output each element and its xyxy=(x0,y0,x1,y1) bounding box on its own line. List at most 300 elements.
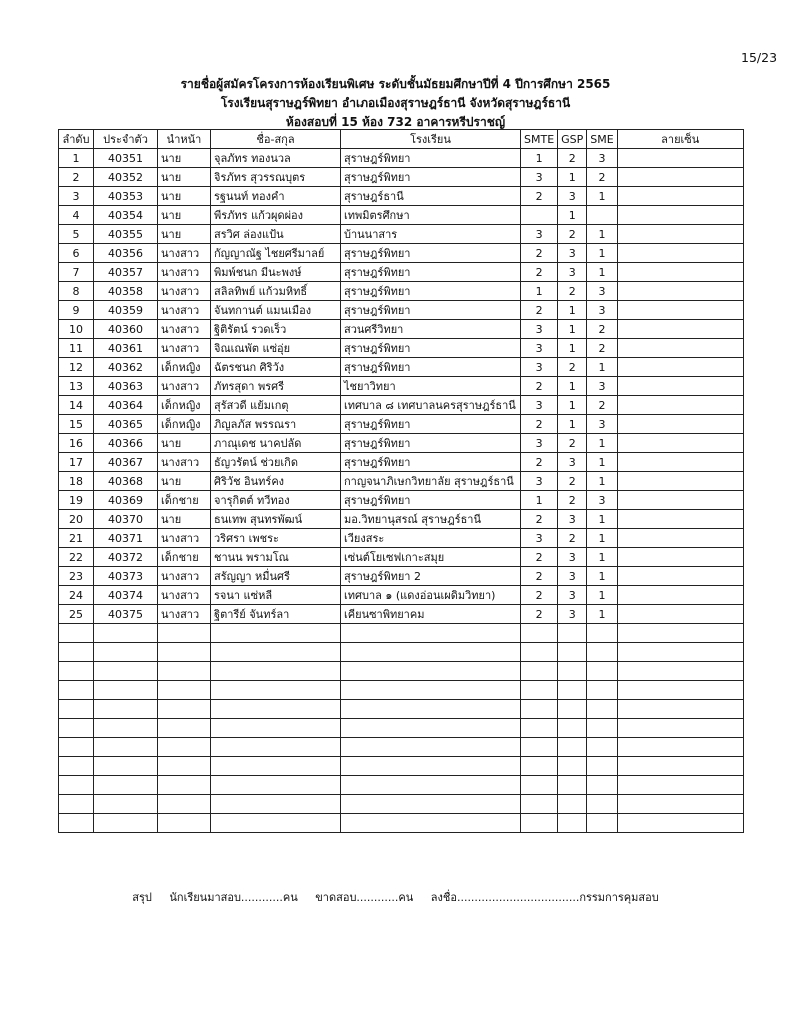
blank-name-cell xyxy=(211,700,341,719)
summary-label: สรุป xyxy=(132,891,152,904)
sme-cell: 2 xyxy=(587,339,617,358)
table-row xyxy=(59,339,744,358)
name-cell: กัญญาณัฐ ไชยศรีมาลย์ xyxy=(211,244,341,263)
order-cell: 8 xyxy=(59,282,94,301)
blank-smte-cell xyxy=(521,624,558,643)
gsp-cell: 1 xyxy=(558,206,587,225)
name-cell: สรวิศ ล่องแป้น xyxy=(211,225,341,244)
student-id-cell: 40366 xyxy=(94,434,158,453)
order-cell: 3 xyxy=(59,187,94,206)
blank-signature-cell xyxy=(617,814,743,833)
smte-cell: 2 xyxy=(521,453,558,472)
signature-cell[interactable] xyxy=(617,149,743,168)
school-cell: สุราษฎร์พิทยา xyxy=(341,168,521,187)
header-col-smte: SMTE xyxy=(521,130,558,149)
sme-cell: 1 xyxy=(587,586,617,605)
blank-prefix-cell xyxy=(158,757,211,776)
signature-cell[interactable] xyxy=(617,510,743,529)
sme-cell: 2 xyxy=(587,168,617,187)
smte-cell: 3 xyxy=(521,339,558,358)
blank-sme-cell xyxy=(587,681,617,700)
name-cell: สุรัสวดี แย้มเกตุ xyxy=(211,396,341,415)
blank-name-cell xyxy=(211,624,341,643)
prefix-cell: นาย xyxy=(158,434,211,453)
blank-table-row xyxy=(59,681,744,700)
student-id-cell: 40370 xyxy=(94,510,158,529)
student-id-cell: 40353 xyxy=(94,187,158,206)
signature-cell[interactable] xyxy=(617,529,743,548)
smte-cell: 2 xyxy=(521,567,558,586)
student-id-cell: 40355 xyxy=(94,225,158,244)
signature-cell[interactable] xyxy=(617,301,743,320)
student-id-cell: 40362 xyxy=(94,358,158,377)
smte-cell: 1 xyxy=(521,282,558,301)
order-cell: 2 xyxy=(59,168,94,187)
prefix-cell: นางสาว xyxy=(158,320,211,339)
prefix-cell: นางสาว xyxy=(158,263,211,282)
blank-prefix-cell xyxy=(158,662,211,681)
page-number: 15/23 xyxy=(741,50,778,65)
sme-cell: 3 xyxy=(587,415,617,434)
blank-name-cell xyxy=(211,814,341,833)
school-cell: สุราษฎร์พิทยา xyxy=(341,339,521,358)
order-cell: 9 xyxy=(59,301,94,320)
student-id-cell: 40358 xyxy=(94,282,158,301)
sme-cell xyxy=(587,206,617,225)
order-cell: 12 xyxy=(59,358,94,377)
blank-student-id-cell xyxy=(94,662,158,681)
blank-student-id-cell xyxy=(94,757,158,776)
table-row xyxy=(59,358,744,377)
blank-smte-cell xyxy=(521,719,558,738)
applicant-table xyxy=(58,129,744,833)
signature-cell[interactable] xyxy=(617,206,743,225)
blank-sme-cell xyxy=(587,757,617,776)
gsp-cell: 1 xyxy=(558,396,587,415)
signature-cell[interactable] xyxy=(617,320,743,339)
gsp-cell: 3 xyxy=(558,453,587,472)
student-id-cell: 40365 xyxy=(94,415,158,434)
blank-gsp-cell xyxy=(558,643,587,662)
school-cell: กาญจนาภิเษกวิทยาลัย สุราษฎร์ธานี xyxy=(341,472,521,491)
sme-cell: 3 xyxy=(587,377,617,396)
signature-cell[interactable] xyxy=(617,282,743,301)
present-count-field: นักเรียนมาสอบ............คน xyxy=(169,891,298,904)
school-cell: เทพมิตรศึกษา xyxy=(341,206,521,225)
blank-student-id-cell xyxy=(94,719,158,738)
blank-prefix-cell xyxy=(158,719,211,738)
blank-table-row xyxy=(59,738,744,757)
gsp-cell: 1 xyxy=(558,320,587,339)
smte-cell: 2 xyxy=(521,263,558,282)
order-cell: 15 xyxy=(59,415,94,434)
blank-school-cell xyxy=(341,681,521,700)
absent-count-field: ขาดสอบ............คน xyxy=(315,891,414,904)
order-cell: 24 xyxy=(59,586,94,605)
gsp-cell: 2 xyxy=(558,225,587,244)
signature-cell[interactable] xyxy=(617,415,743,434)
header-col-school: โรงเรียน xyxy=(341,130,521,149)
prefix-cell: นางสาว xyxy=(158,301,211,320)
smte-cell: 3 xyxy=(521,529,558,548)
smte-cell: 1 xyxy=(521,491,558,510)
name-cell: สรัญญา หมื่นศรี xyxy=(211,567,341,586)
header-col-signature: ลายเซ็น xyxy=(617,130,743,149)
table-row xyxy=(59,168,744,187)
blank-smte-cell xyxy=(521,814,558,833)
school-cell: มอ.วิทยานุสรณ์ สุราษฎร์ธานี xyxy=(341,510,521,529)
blank-signature-cell xyxy=(617,662,743,681)
table-row xyxy=(59,472,744,491)
smte-cell: 2 xyxy=(521,548,558,567)
name-cell: รจนา แซ่หลี xyxy=(211,586,341,605)
smte-cell: 3 xyxy=(521,358,558,377)
name-cell: สลิลทิพย์ แก้วมหิทธิ์ xyxy=(211,282,341,301)
blank-student-id-cell xyxy=(94,795,158,814)
blank-gsp-cell xyxy=(558,624,587,643)
smte-cell: 3 xyxy=(521,434,558,453)
blank-name-cell xyxy=(211,738,341,757)
blank-signature-cell xyxy=(617,700,743,719)
blank-prefix-cell xyxy=(158,738,211,757)
blank-smte-cell xyxy=(521,662,558,681)
sme-cell: 1 xyxy=(587,510,617,529)
signature-cell[interactable] xyxy=(617,434,743,453)
signature-cell[interactable] xyxy=(617,168,743,187)
student-id-cell: 40351 xyxy=(94,149,158,168)
prefix-cell: นางสาว xyxy=(158,586,211,605)
blank-school-cell xyxy=(341,757,521,776)
blank-signature-cell xyxy=(617,738,743,757)
blank-student-id-cell xyxy=(94,643,158,662)
sme-cell: 1 xyxy=(587,567,617,586)
smte-cell: 2 xyxy=(521,244,558,263)
gsp-cell: 1 xyxy=(558,168,587,187)
table-row xyxy=(59,605,744,624)
smte-cell: 3 xyxy=(521,225,558,244)
smte-cell: 3 xyxy=(521,168,558,187)
header-col-gsp: GSP xyxy=(558,130,587,149)
blank-gsp-cell xyxy=(558,795,587,814)
sme-cell: 1 xyxy=(587,187,617,206)
blank-smte-cell xyxy=(521,795,558,814)
order-cell: 1 xyxy=(59,149,94,168)
prefix-cell: นางสาว xyxy=(158,282,211,301)
order-cell: 18 xyxy=(59,472,94,491)
gsp-cell: 3 xyxy=(558,605,587,624)
proctor-signature-field: ลงชื่อ...................................กรรมการคุมสอบ xyxy=(430,891,659,904)
school-cell: สวนศรีวิทยา xyxy=(341,320,521,339)
prefix-cell: เด็กหญิง xyxy=(158,358,211,377)
signature-cell[interactable] xyxy=(617,225,743,244)
table-row xyxy=(59,548,744,567)
name-cell: ฉัตรชนก ศิริวัง xyxy=(211,358,341,377)
blank-table-row xyxy=(59,700,744,719)
signature-cell[interactable] xyxy=(617,358,743,377)
blank-order-cell xyxy=(59,624,94,643)
blank-order-cell xyxy=(59,738,94,757)
smte-cell: 1 xyxy=(521,149,558,168)
blank-table-row xyxy=(59,662,744,681)
school-cell: บ้านนาสาร xyxy=(341,225,521,244)
prefix-cell: นางสาว xyxy=(158,244,211,263)
blank-smte-cell xyxy=(521,757,558,776)
blank-school-cell xyxy=(341,795,521,814)
gsp-cell: 3 xyxy=(558,187,587,206)
student-id-cell: 40360 xyxy=(94,320,158,339)
prefix-cell: นาย xyxy=(158,472,211,491)
order-cell: 17 xyxy=(59,453,94,472)
sme-cell: 1 xyxy=(587,358,617,377)
prefix-cell: นางสาว xyxy=(158,377,211,396)
sme-cell: 1 xyxy=(587,225,617,244)
table-row xyxy=(59,377,744,396)
blank-table-row xyxy=(59,643,744,662)
exam-summary xyxy=(0,888,791,906)
blank-school-cell xyxy=(341,700,521,719)
header-col-name: ชื่อ-สกุล xyxy=(211,130,341,149)
blank-order-cell xyxy=(59,795,94,814)
gsp-cell: 3 xyxy=(558,510,587,529)
blank-smte-cell xyxy=(521,738,558,757)
smte-cell: 3 xyxy=(521,396,558,415)
gsp-cell: 2 xyxy=(558,472,587,491)
table-row xyxy=(59,206,744,225)
blank-name-cell xyxy=(211,719,341,738)
school-cell: เซ่นต์โยเซฟเกาะสมุย xyxy=(341,548,521,567)
blank-table-row xyxy=(59,757,744,776)
blank-prefix-cell xyxy=(158,814,211,833)
table-row xyxy=(59,529,744,548)
table-row xyxy=(59,244,744,263)
header-col-sme: SME xyxy=(587,130,617,149)
name-cell: จุลภัทร ทองนวล xyxy=(211,149,341,168)
school-cell: สุราษฎร์พิทยา 2 xyxy=(341,567,521,586)
blank-smte-cell xyxy=(521,776,558,795)
blank-sme-cell xyxy=(587,776,617,795)
sme-cell: 1 xyxy=(587,548,617,567)
signature-cell[interactable] xyxy=(617,339,743,358)
blank-table-row xyxy=(59,795,744,814)
blank-student-id-cell xyxy=(94,624,158,643)
student-id-cell: 40372 xyxy=(94,548,158,567)
table-row xyxy=(59,434,744,453)
gsp-cell: 1 xyxy=(558,339,587,358)
prefix-cell: เด็กชาย xyxy=(158,548,211,567)
signature-cell[interactable] xyxy=(617,263,743,282)
signature-cell[interactable] xyxy=(617,377,743,396)
signature-cell[interactable] xyxy=(617,567,743,586)
blank-prefix-cell xyxy=(158,624,211,643)
smte-cell: 2 xyxy=(521,415,558,434)
name-cell: วริศรา เพชระ xyxy=(211,529,341,548)
prefix-cell: นาย xyxy=(158,149,211,168)
signature-cell[interactable] xyxy=(617,187,743,206)
blank-signature-cell xyxy=(617,776,743,795)
prefix-cell: นาย xyxy=(158,510,211,529)
smte-cell: 2 xyxy=(521,510,558,529)
signature-cell[interactable] xyxy=(617,491,743,510)
blank-school-cell xyxy=(341,662,521,681)
blank-school-cell xyxy=(341,814,521,833)
smte-cell: 3 xyxy=(521,320,558,339)
sme-cell: 2 xyxy=(587,320,617,339)
table-row xyxy=(59,225,744,244)
school-cell: เทศบาล ๘ เทศบาลนครสุราษฎร์ธานี xyxy=(341,396,521,415)
school-cell: เคียนซาพิทยาคม xyxy=(341,605,521,624)
signature-cell[interactable] xyxy=(617,244,743,263)
blank-student-id-cell xyxy=(94,776,158,795)
name-cell: พีรภัทร แก้วผุดผ่อง xyxy=(211,206,341,225)
order-cell: 25 xyxy=(59,605,94,624)
gsp-cell: 3 xyxy=(558,548,587,567)
blank-order-cell xyxy=(59,700,94,719)
blank-student-id-cell xyxy=(94,681,158,700)
name-cell: ฐิตารีย์ จันทร์ลา xyxy=(211,605,341,624)
blank-table-row xyxy=(59,776,744,795)
gsp-cell: 3 xyxy=(558,263,587,282)
blank-name-cell xyxy=(211,757,341,776)
blank-school-cell xyxy=(341,624,521,643)
blank-sme-cell xyxy=(587,643,617,662)
table-row xyxy=(59,187,744,206)
name-cell: ธนเทพ สุนทรพัฒน์ xyxy=(211,510,341,529)
signature-cell[interactable] xyxy=(617,605,743,624)
school-cell: สุราษฎร์พิทยา xyxy=(341,358,521,377)
blank-signature-cell xyxy=(617,624,743,643)
blank-signature-cell xyxy=(617,643,743,662)
prefix-cell: นาย xyxy=(158,206,211,225)
table-row xyxy=(59,567,744,586)
blank-gsp-cell xyxy=(558,681,587,700)
school-cell: สุราษฎร์ธานี xyxy=(341,187,521,206)
name-cell: ศิริวัช อินทร์คง xyxy=(211,472,341,491)
blank-school-cell xyxy=(341,719,521,738)
blank-order-cell xyxy=(59,757,94,776)
blank-prefix-cell xyxy=(158,795,211,814)
blank-gsp-cell xyxy=(558,700,587,719)
signature-cell[interactable] xyxy=(617,472,743,491)
smte-cell: 2 xyxy=(521,187,558,206)
blank-sme-cell xyxy=(587,795,617,814)
blank-student-id-cell xyxy=(94,700,158,719)
student-id-cell: 40354 xyxy=(94,206,158,225)
name-cell: พิมพ์ชนก มีนะพงษ์ xyxy=(211,263,341,282)
prefix-cell: นางสาว xyxy=(158,453,211,472)
blank-table-row xyxy=(59,814,744,833)
order-cell: 16 xyxy=(59,434,94,453)
student-id-cell: 40371 xyxy=(94,529,158,548)
blank-prefix-cell xyxy=(158,681,211,700)
blank-order-cell xyxy=(59,719,94,738)
table-row xyxy=(59,396,744,415)
blank-student-id-cell xyxy=(94,814,158,833)
prefix-cell: นางสาว xyxy=(158,339,211,358)
blank-smte-cell xyxy=(521,700,558,719)
gsp-cell: 2 xyxy=(558,529,587,548)
blank-gsp-cell xyxy=(558,662,587,681)
blank-school-cell xyxy=(341,643,521,662)
student-id-cell: 40374 xyxy=(94,586,158,605)
student-id-cell: 40364 xyxy=(94,396,158,415)
name-cell: จิรภัทร สุวรรณบุตร xyxy=(211,168,341,187)
student-id-cell: 40375 xyxy=(94,605,158,624)
student-id-cell: 40363 xyxy=(94,377,158,396)
blank-sme-cell xyxy=(587,738,617,757)
name-cell: ภัทรสุดา พรศรี xyxy=(211,377,341,396)
header-col-order: ลำดับ xyxy=(59,130,94,149)
blank-sme-cell xyxy=(587,700,617,719)
blank-prefix-cell xyxy=(158,776,211,795)
table-row xyxy=(59,282,744,301)
sme-cell: 1 xyxy=(587,244,617,263)
blank-signature-cell xyxy=(617,719,743,738)
sme-cell: 1 xyxy=(587,434,617,453)
name-cell: ภิญลภัส พรรณรา xyxy=(211,415,341,434)
order-cell: 4 xyxy=(59,206,94,225)
header-col-prefix: นำหน้า xyxy=(158,130,211,149)
blank-name-cell xyxy=(211,643,341,662)
table-row xyxy=(59,586,744,605)
blank-name-cell xyxy=(211,776,341,795)
signature-cell[interactable] xyxy=(617,396,743,415)
blank-prefix-cell xyxy=(158,700,211,719)
order-cell: 7 xyxy=(59,263,94,282)
blank-gsp-cell xyxy=(558,719,587,738)
blank-gsp-cell xyxy=(558,814,587,833)
prefix-cell: เด็กหญิง xyxy=(158,415,211,434)
table-row xyxy=(59,263,744,282)
prefix-cell: นางสาว xyxy=(158,605,211,624)
order-cell: 14 xyxy=(59,396,94,415)
sme-cell: 3 xyxy=(587,301,617,320)
blank-prefix-cell xyxy=(158,643,211,662)
name-cell: ธัญวรัตน์ ช่วยเกิด xyxy=(211,453,341,472)
school-cell: เทศบาล ๑ (แดงอ่อนเผดิมวิทยา) xyxy=(341,586,521,605)
smte-cell: 2 xyxy=(521,605,558,624)
prefix-cell: นางสาว xyxy=(158,529,211,548)
table-body xyxy=(59,149,744,833)
school-cell: สุราษฎร์พิทยา xyxy=(341,263,521,282)
gsp-cell: 1 xyxy=(558,377,587,396)
gsp-cell: 3 xyxy=(558,567,587,586)
blank-order-cell xyxy=(59,814,94,833)
table-row xyxy=(59,149,744,168)
school-subtitle: โรงเรียนสุราษฎร์พิทยา อำเภอเมืองสุราษฎร์ธานี จังหวัดสุราษฎร์ธานี xyxy=(220,96,571,110)
signature-cell[interactable] xyxy=(617,586,743,605)
student-id-cell: 40357 xyxy=(94,263,158,282)
blank-order-cell xyxy=(59,643,94,662)
gsp-cell: 2 xyxy=(558,491,587,510)
order-cell: 5 xyxy=(59,225,94,244)
name-cell: จารุกิตต์ ทวีทอง xyxy=(211,491,341,510)
blank-smte-cell xyxy=(521,681,558,700)
blank-sme-cell xyxy=(587,662,617,681)
signature-cell[interactable] xyxy=(617,548,743,567)
order-cell: 23 xyxy=(59,567,94,586)
blank-table-row xyxy=(59,624,744,643)
exam-room-subtitle: ห้องสอบที่ 15 ห้อง 732 อาคารหรีปราชญ์ xyxy=(285,115,506,129)
blank-signature-cell xyxy=(617,681,743,700)
signature-cell[interactable] xyxy=(617,453,743,472)
table-row xyxy=(59,510,744,529)
gsp-cell: 1 xyxy=(558,415,587,434)
order-cell: 20 xyxy=(59,510,94,529)
order-cell: 6 xyxy=(59,244,94,263)
blank-name-cell xyxy=(211,681,341,700)
name-cell: ฐิติรัตน์ รวดเร็ว xyxy=(211,320,341,339)
school-cell: สุราษฎร์พิทยา xyxy=(341,282,521,301)
